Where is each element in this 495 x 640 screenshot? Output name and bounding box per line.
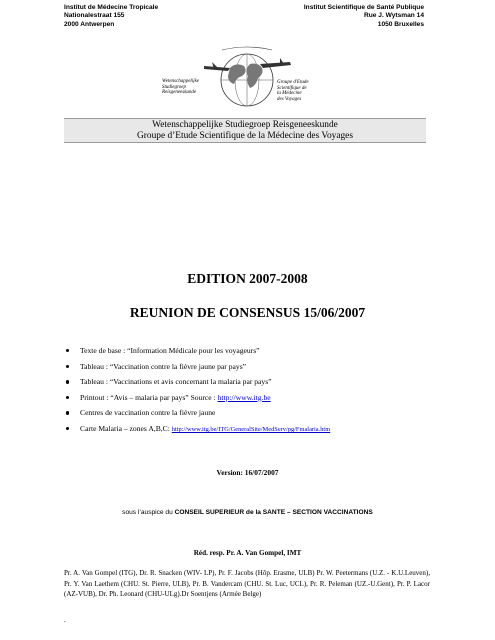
list-item-text: Centres de vaccination contre la fièvre jaune bbox=[80, 408, 216, 418]
editor-responsible: Réd. resp. Pr. A. Van Gompel, IMT bbox=[193, 549, 302, 557]
study-group-line-fr: Groupe d’Etude Scientifique de la Médecine des Voyages bbox=[137, 131, 353, 141]
list-item-text: Texte de base : “Information Médicale pour les voyageurs” bbox=[80, 346, 260, 355]
list-item bbox=[64, 392, 464, 408]
logo-right-text bbox=[277, 80, 309, 102]
header-left-line: Nationalestraat 155 bbox=[64, 12, 125, 20]
malaria-map-link[interactable]: http://www.itg.be/ITG/GeneralSite/MedServ/pg/Fmalaria.htm bbox=[171, 425, 331, 433]
bullet-icon bbox=[66, 411, 69, 414]
authors-paragraph: Pr. A. Van Gompel (ITG), Dr. R. Snacken (WIV- LP), Pr. F. Jacobs (Hôp. Erasme, ULB) Pr. W. Peetermans (U.Z. - K.U.Leuven), Pr. Y. Van Laethem (CHU. St. Pierre, ULB), Pr. B. Vandercam (CHU. St. Luc, UCL), Pr. R. Peleman (UZ.-U.Gent), Pr. P. Lacor (AZ-VUB), Dr. Ph. Leonard (CHU-ULg).Dr Soentjens (Armée Belge) bbox=[64, 569, 430, 598]
bullet-icon bbox=[66, 427, 69, 430]
header-right-line: Institut Scientifique de Santé Publique bbox=[303, 4, 424, 11]
study-group-line-nl: Wetenschappelijke Studiegroep Reisgeneeskunde bbox=[152, 120, 338, 130]
study-group-banner bbox=[64, 118, 426, 143]
header-left-address bbox=[64, 4, 158, 29]
footer-dot: . bbox=[64, 616, 66, 624]
list-item bbox=[64, 376, 464, 392]
list-item-text: Printout : “Avis – malaria par pays” Source : bbox=[80, 392, 218, 402]
logo bbox=[152, 44, 342, 116]
header-right-line: 1050 Bruxelles bbox=[377, 20, 424, 28]
itg-link[interactable]: http://www.itg.be bbox=[217, 392, 271, 402]
bullet-icon bbox=[66, 349, 69, 352]
header-right-address bbox=[304, 4, 424, 29]
reunion-title: REUNION DE CONSENSUS 15/06/2007 bbox=[129, 305, 366, 320]
list-item bbox=[64, 345, 464, 361]
header-left-line: Institut de Médecine Tropicale bbox=[64, 4, 159, 11]
logo-left-line: Studiegroep bbox=[162, 84, 186, 90]
logo-left-line: Reisgeneeskunde bbox=[162, 90, 197, 95]
list-item-text: Tableau : “Vaccination contre la fièvre jaune par pays” bbox=[80, 361, 247, 371]
auspice-council: CONSEIL SUPERIEUR de la SANTE – SECTION VACCINATIONS bbox=[174, 509, 373, 516]
logo-left-text bbox=[162, 79, 199, 96]
logo-right-line: Scientifique de bbox=[277, 85, 307, 91]
bullet-icon bbox=[66, 365, 69, 368]
logo-right-line: Groupe d'Etude bbox=[277, 80, 309, 85]
list-item bbox=[64, 407, 464, 423]
list-item bbox=[64, 423, 464, 439]
list-item bbox=[64, 361, 464, 377]
list-item-text: Carte Malaria – zones A,B,C: bbox=[80, 423, 172, 433]
bullet-icon bbox=[66, 380, 69, 383]
bullet-icon bbox=[66, 396, 69, 399]
logo-right-line: la Médecine bbox=[277, 91, 302, 96]
contents-list bbox=[64, 345, 464, 439]
auspice-prefix: sous l’auspice du bbox=[122, 509, 175, 516]
list-item-text: Tableau : “Vaccinations et avis concernant la malaria par pays” bbox=[80, 377, 272, 387]
logo-left-line: Wetenschappelijke bbox=[162, 79, 200, 84]
logo-right-line: des Voyages bbox=[277, 96, 302, 102]
header-right-line: Rue J. Wytsman 14 bbox=[364, 12, 424, 20]
header-left-line: 2000 Antwerpen bbox=[64, 20, 115, 28]
version-label: Version: 16/07/2007 bbox=[216, 468, 279, 477]
auspice-line bbox=[0, 509, 495, 516]
edition-title: EDITION 2007-2008 bbox=[187, 271, 308, 286]
